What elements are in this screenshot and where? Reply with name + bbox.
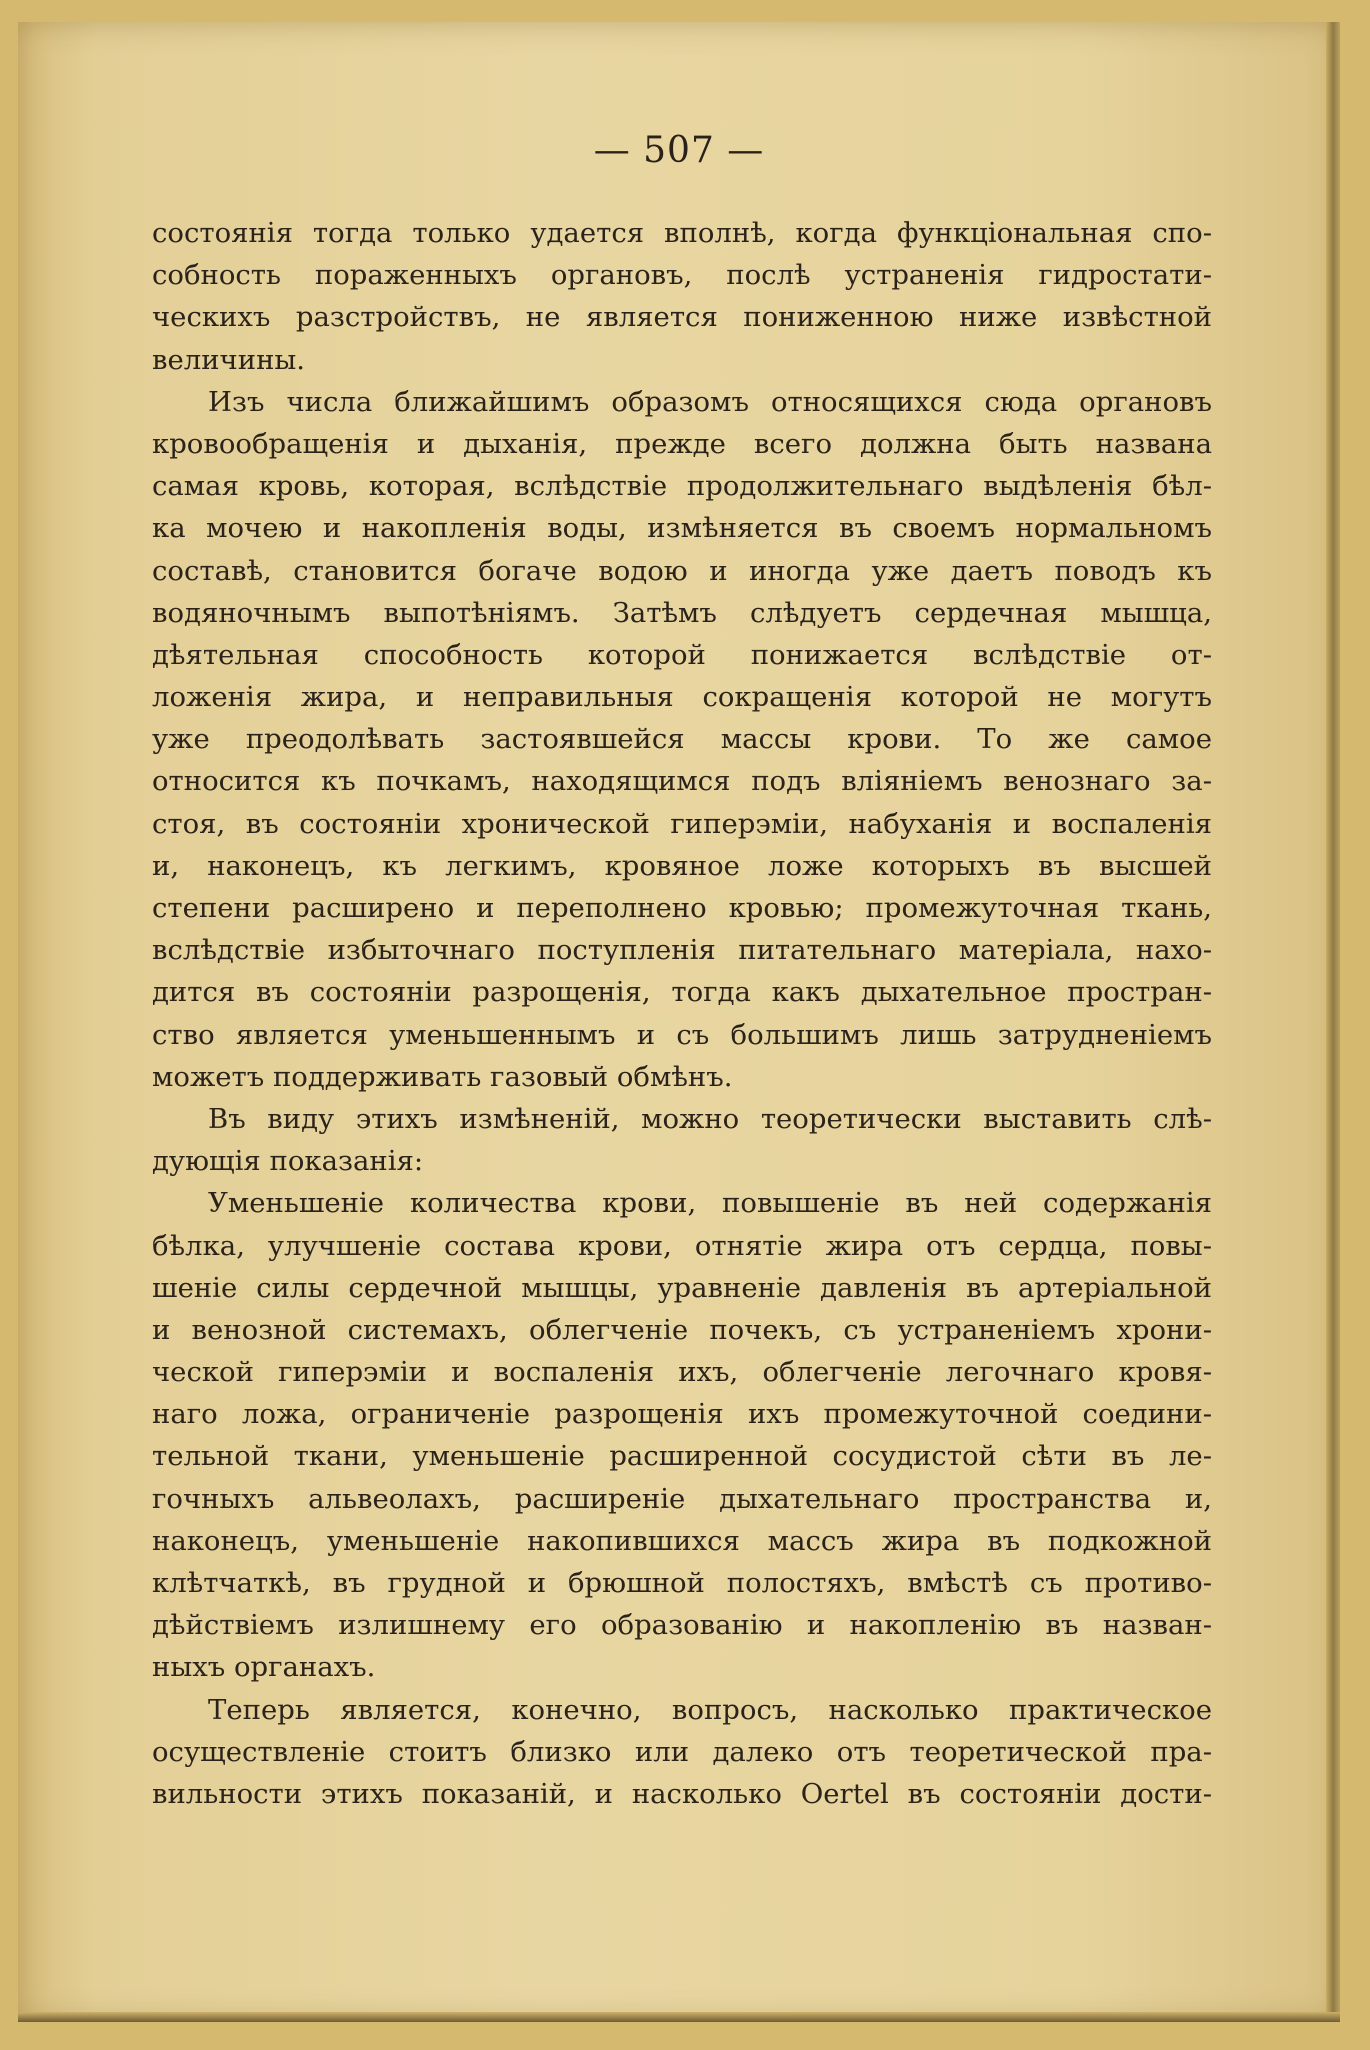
text-line: ческихъ разстройствъ, не является пониженною ниже извѣстной (152, 301, 1212, 334)
text-line: и, наконецъ, къ легкимъ, кровяное ложе которыхъ въ высшей (152, 849, 1212, 882)
text-line: шеніе силы сердечной мышцы, уравненіе давленія въ артеріальной (152, 1271, 1212, 1304)
text-line: клѣтчаткѣ, въ грудной и брюшной полостяхъ, вмѣстѣ съ противо- (152, 1567, 1212, 1599)
page-edge-bottom (18, 2012, 1340, 2022)
text-line: вильности этихъ показаній, и насколько Oertel въ состояніи дости- (152, 1777, 1212, 1810)
text-line: Изъ числа ближайшимъ образомъ относящихся сюда органовъ (208, 385, 1212, 418)
text-line: бѣлка, улучшеніе состава крови, отнятіе жира отъ сердца, повы- (152, 1229, 1212, 1262)
text-line: тельной ткани, уменьшеніе расширенной сосудистой сѣти въ ле- (152, 1440, 1212, 1473)
text-line: дѣйствіемъ излишнему его образованію и накопленію въ назван- (152, 1609, 1212, 1642)
body-text (152, 212, 1212, 1815)
text-line: осуществленіе стоитъ близко или далеко отъ теоретической пра- (152, 1735, 1212, 1768)
text-line: Въ виду этихъ измѣненій, можно теоретически выставить слѣ- (208, 1102, 1212, 1135)
text-line: ство является уменьшеннымъ и съ большимъ лишь затрудненіемъ (152, 1018, 1212, 1051)
text-line: дится въ состояніи разрощенія, тогда какъ дыхательное простран- (152, 976, 1212, 1009)
text-line: ческой гиперэміи и воспаленія ихъ, облегченіе легочнаго кровя- (152, 1356, 1212, 1389)
text-line: самая кровь, которая, вслѣдствіе продолжительнаго выдѣленія бѣл- (152, 470, 1212, 503)
page-edge-right (1326, 22, 1340, 2022)
text-line: водяночнымъ выпотѣніямъ. Затѣмъ слѣдуетъ сердечная мышца, (152, 596, 1212, 629)
text-line: и венозной системахъ, облегченіе почекъ, съ устраненіемъ хрони- (152, 1313, 1212, 1346)
text-line: ныхъ органахъ. (152, 1651, 376, 1684)
text-line: состоянія тогда только удается вполнѣ, когда функціональная спо- (152, 217, 1212, 249)
page-number: — 507 — (593, 130, 765, 171)
text-line: величины. (152, 343, 306, 376)
text-line: уже преодолѣвать застоявшейся массы крови. То же самое (152, 723, 1212, 756)
text-line: ка мочею и накопленія воды, измѣняется въ своемъ нормальномъ (152, 512, 1212, 545)
text-line: кровообращенія и дыханія, прежде всего должна быть названа (152, 427, 1212, 460)
text-line: дѣятельная способность которой понижается вслѣдствіе от- (152, 638, 1212, 671)
text-line: относится къ почкамъ, находящимся подъ вліяніемъ венознаго за- (152, 765, 1212, 798)
text-line: степени расширено и переполнено кровью; промежуточная ткань, (152, 892, 1212, 924)
text-line: гочныхъ альвеолахъ, расширеніе дыхательнаго пространства и, (152, 1482, 1212, 1515)
text-line: наконецъ, уменьшеніе накопившихся массъ жира въ подкожной (152, 1524, 1212, 1557)
text-line: наго ложа, ограниченіе разрощенія ихъ промежуточной соедини- (152, 1398, 1212, 1431)
text-line: можетъ поддерживать газовый обмѣнъ. (152, 1060, 733, 1093)
text-line: Уменьшеніе количества крови, повышеніе въ ней содержанія (208, 1187, 1212, 1220)
text-line: вслѣдствіе избыточнаго поступленія питательнаго матеріала, нахо- (152, 934, 1212, 967)
text-line: Теперь является, конечно, вопросъ, насколько практическое (208, 1693, 1212, 1726)
book-page (18, 22, 1340, 2022)
text-line: стоя, въ состояніи хронической гиперэміи, набуханія и воспаленія (152, 807, 1212, 840)
text-line: дующія показанія: (152, 1145, 424, 1178)
text-line: ложенія жира, и неправильныя сокращенія которой не могутъ (152, 681, 1212, 714)
text-line: собность пораженныхъ органовъ, послѣ устраненія гидростати- (152, 259, 1212, 292)
text-line: составѣ, становится богаче водою и иногда уже даетъ поводъ къ (152, 554, 1212, 587)
